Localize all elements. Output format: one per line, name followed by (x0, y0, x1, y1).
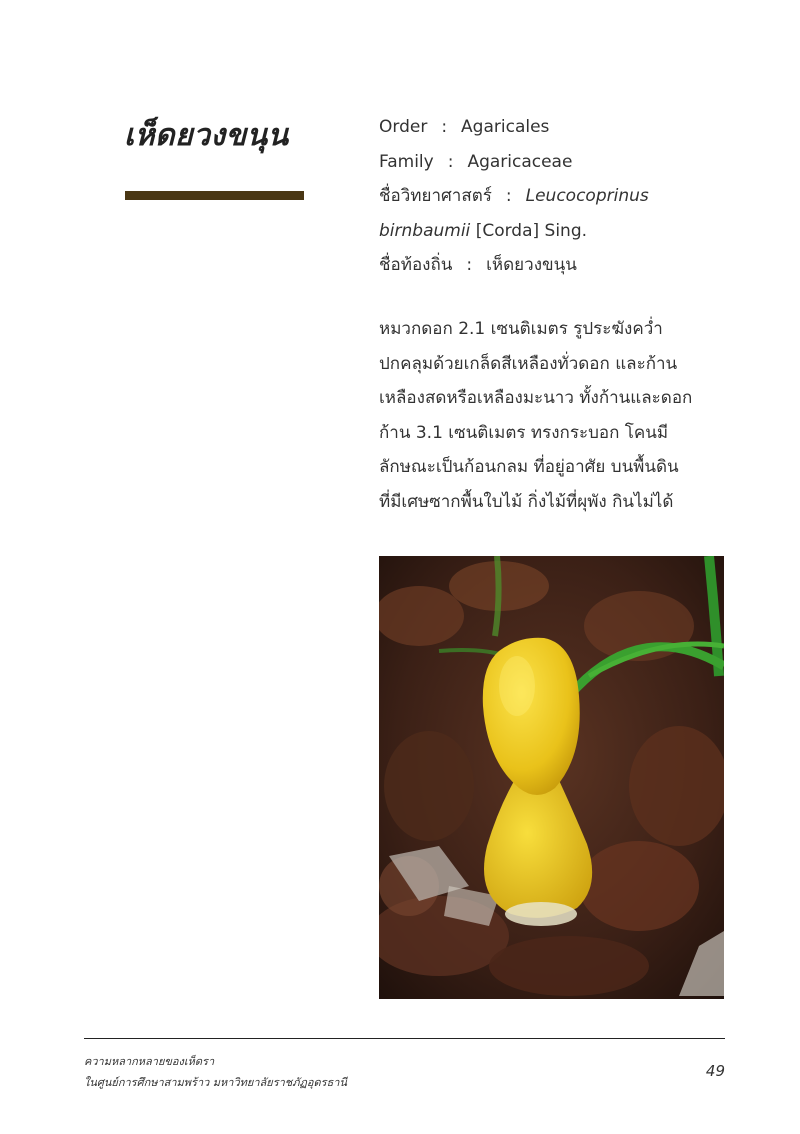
footer-divider (84, 1038, 725, 1039)
description-line: เหลืองสดหรือเหลืองมะนาว ทั้งก้านและดอก (379, 388, 693, 408)
scientific-genus: Leucocoprinus (525, 186, 649, 206)
family-row (379, 145, 739, 180)
local-name-label: ชื่อท้องถิ่น (379, 255, 453, 275)
order-row (379, 110, 739, 145)
scientific-authority: [Corda] Sing. (475, 220, 588, 241)
separator: : (466, 255, 473, 275)
taxonomy-block (379, 110, 739, 283)
page-number: 49 (705, 1062, 725, 1080)
separator: : (447, 151, 454, 172)
scientific-name-label: ชื่อวิทยาศาสตร์ (379, 186, 492, 206)
description-line: ปกคลุมด้วยเกล็ดสีเหลืองทั่วดอก และก้าน (379, 353, 678, 374)
mushroom-photo (379, 556, 724, 999)
description-block (379, 312, 724, 519)
footer-line: ความหลากหลายของเห็ดรา (84, 1055, 215, 1068)
scientific-name-row (379, 179, 739, 214)
description-line: ก้าน 3.1 เซนติเมตร ทรงกระบอก โคนมี (379, 422, 669, 443)
mushroom-illustration (379, 556, 724, 999)
page-title: เห็ดยวงขนุน (124, 118, 289, 153)
family-value: Agaricaceae (467, 151, 573, 172)
order-label: Order (379, 117, 428, 137)
scientific-species: birnbaumii (379, 220, 471, 241)
description-line: หมวกดอก 2.1 เซนติเมตร รูประฆังคว่ำ (379, 319, 663, 339)
description-line: ที่มีเศษซากพื้นใบไม้ กิ่งไม้ที่ผุพัง กินไม่ได้ (379, 491, 674, 512)
local-name-value: เห็ดยวงขนุน (486, 255, 577, 275)
order-value: Agaricales (461, 117, 550, 137)
footer-line: ในศูนย์การศึกษาสามพร้าว มหาวิทยาลัยราชภัฏอุดรธานี (84, 1076, 347, 1089)
scientific-name-row-2 (379, 214, 739, 249)
footer-text (84, 1051, 347, 1093)
separator: : (505, 186, 512, 206)
local-name-row (379, 248, 739, 283)
family-label: Family (379, 151, 434, 172)
description-line: ลักษณะเป็นก้อนกลม ที่อยู่อาศัย บนพื้นดิน (379, 457, 679, 477)
title-underline-bar (125, 191, 304, 200)
separator: : (441, 117, 448, 137)
